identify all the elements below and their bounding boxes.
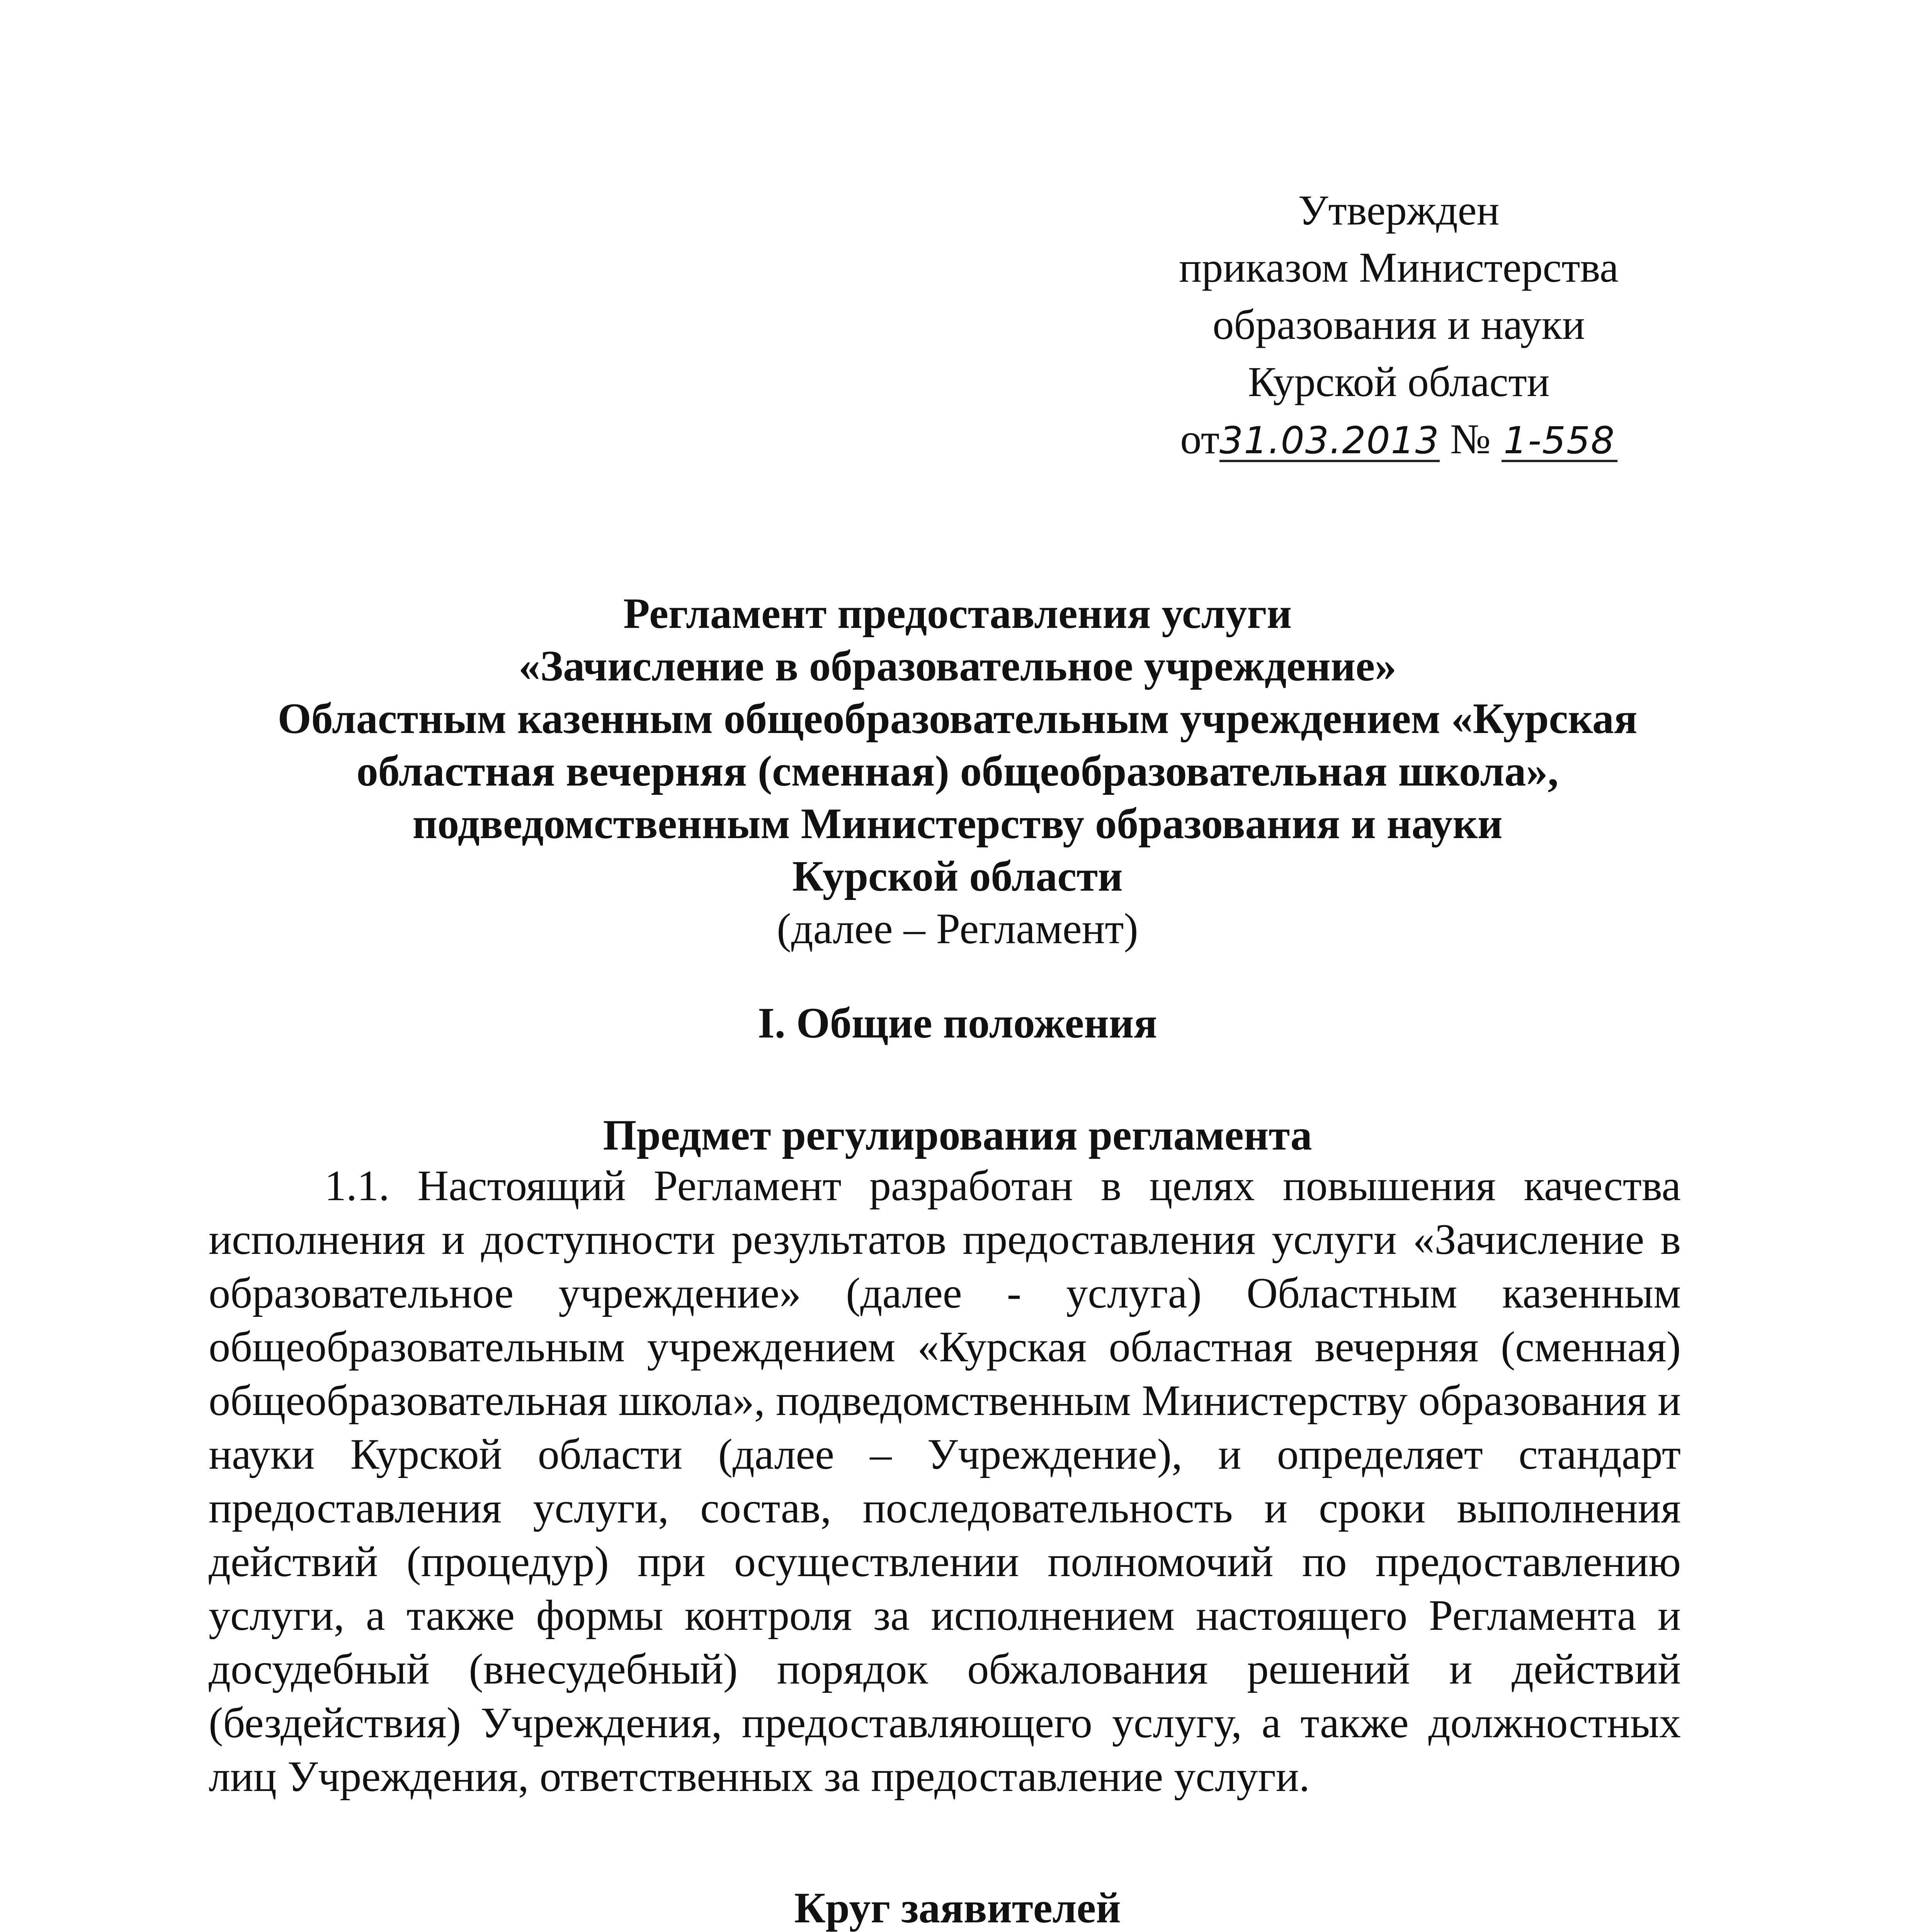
approval-stamp-block (1101, 182, 1696, 468)
approval-line-education: образования и науки (1213, 301, 1585, 348)
section-heading-applicants: Круг заявителей (794, 1884, 1121, 1932)
approval-line-order: приказом Министерства (1179, 244, 1619, 291)
title-line-7: (далее – Регламент) (777, 905, 1138, 953)
title-line-1: Регламент предоставления услуги (623, 590, 1292, 638)
title-line-6: Курской области (792, 852, 1123, 900)
paragraph-1-1 (209, 1159, 1681, 1804)
approval-line-region: Курской области (1248, 358, 1550, 405)
title-line-4: областная вечерняя (сменная) общеобразовательная школа», (356, 747, 1559, 795)
paragraph-1-1-text: 1.1. Настоящий Регламент разработан в целях повышения качества исполнения и доступности результатов предоставления услуги «Зачисление в образовательное учреждение» (далее - услуга) Областным казенным общеобразовательным учреждением «Курская областная вечерняя (сменная) общеобразовательная школа», подведомственным Министерству образования и науки Курской области (далее – Учреждение), и определяет стандарт предоставления услуги, состав, последовательность и сроки выполнения действий (процедур) при осуществлении полномочий по предоставлению услуги, а также формы контроля за исполнением настоящего Регламента и досудебный (внесудебный) порядок обжалования решений и действий (бездействия) Учреждения, предоставляющего услугу, а также должностных лиц Учреждения, ответственных за предоставление услуги. (209, 1162, 1681, 1801)
approval-number-handwritten: 1-558 (1502, 421, 1617, 462)
document-title (201, 587, 1714, 955)
approval-from-label: от (1180, 415, 1219, 463)
approval-date-handwritten: 31.03.2013 (1219, 419, 1440, 462)
title-line-5: подведомственным Министерству образования и науки (412, 800, 1503, 848)
approval-line-date-number (1101, 410, 1696, 468)
subheading-subject: Предмет регулирования регламента (603, 1111, 1312, 1159)
title-line-3: Областным казенным общеобразовательным учреждением «Курская (277, 695, 1638, 743)
approval-number-label: № (1450, 415, 1491, 463)
section-heading-general: I. Общие положения (758, 999, 1157, 1047)
approval-line-approved: Утвержден (1298, 187, 1500, 234)
title-line-2: «Зачисление в образовательное учреждение» (519, 642, 1396, 690)
